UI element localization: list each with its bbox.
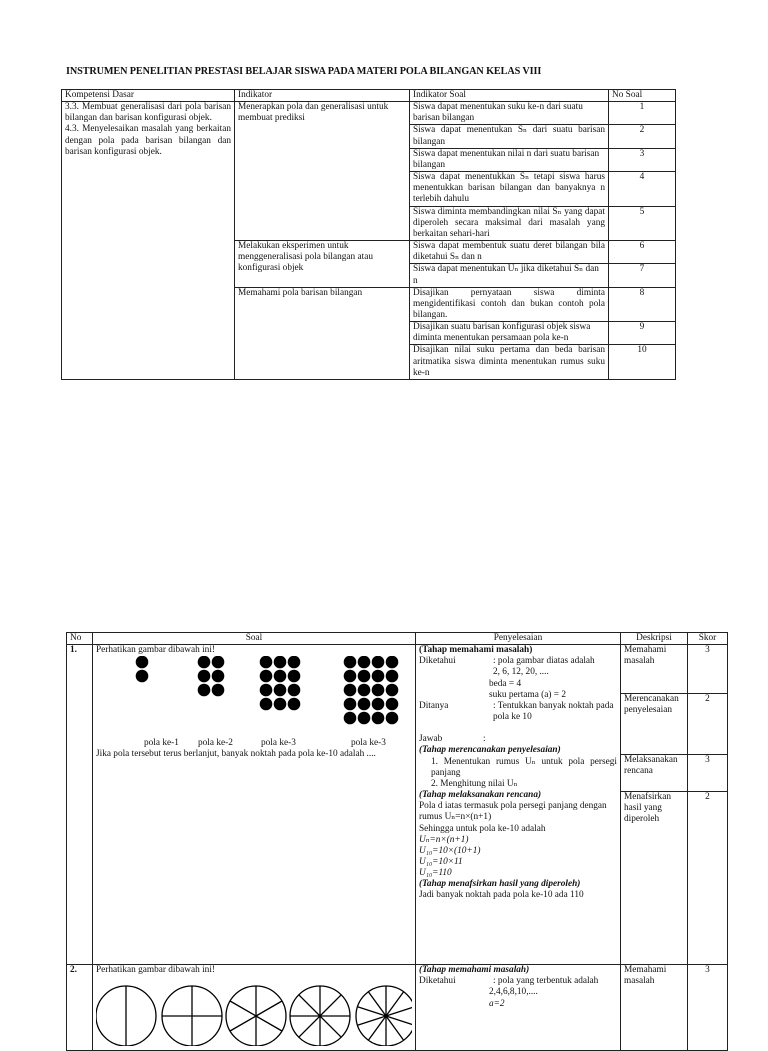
dot [288,670,301,683]
indikator-2: Melakukan eksperimen untuk menggeneralisasi pola bilangan atau konfigurasi objek [235,241,410,288]
table-header-row [62,90,676,102]
skor-1: 3 [688,645,728,694]
no-soal-2: 2 [609,125,676,148]
caption-pola-1: pola ke-1 [144,738,179,749]
plan-step-1: 1. Menentukan rumus Uₙ untuk pola persegi panjang [431,756,617,778]
deskripsi-3: Melaksanakan rencana [621,755,688,792]
q2-a-value: a=2 [489,998,505,1009]
dot [136,670,149,683]
dot [358,698,371,711]
header-skor: Skor [688,633,728,645]
sector-line [357,1007,386,1016]
sector-line [320,995,341,1016]
sector-line [386,1016,404,1040]
sector-line [299,1016,320,1037]
plan-step-2: 2. Menghitung nilai Uₙ [431,778,518,789]
dot-pattern-3 [260,656,301,710]
dot [344,670,357,683]
indikator-soal-10: Disajikan nilai suku pertama dan beda barisan aritmatika siswa diminta menentukan rumus suku ke-n [410,345,609,379]
header-indikator-soal: Indikator Soal [410,90,609,102]
equation-2: U₁₀=10×(10+1) [419,845,481,856]
sector-line [230,1001,256,1016]
dot [198,656,211,668]
circle-pattern-5 [356,986,412,1046]
indikator-1: Menerapkan pola dan generalisasi untuk membuat prediksi [235,102,410,241]
dot [386,684,399,697]
solution-1-cell [416,645,621,965]
no-soal-6: 6 [609,241,676,264]
no-soal-9: 9 [609,322,676,345]
dot [386,656,399,668]
equation-4: U₁₀=110 [419,868,452,879]
no-soal-7: 7 [609,264,676,287]
indikator-soal-5: Siswa diminta membandingkan nilai Sₙ yang dapat diperoleh secara maksimal dari masalah yang berkaitan sehari-hari [410,206,609,240]
circle-pattern-4 [290,986,350,1046]
dot-pattern-1 [136,656,149,682]
jawab-value: : [483,734,486,745]
question-number-1: 1. [67,645,93,965]
dot [288,656,301,668]
table-row [67,645,728,694]
header-soal: Soal [93,633,416,645]
q2-skor-1: 3 [688,965,728,1051]
dot [372,684,385,697]
dot [260,698,273,711]
dot [288,684,301,697]
header-penyelesaian: Penyelesaian [416,633,621,645]
jawab-label: Jawab [419,734,443,745]
dot [274,698,287,711]
instrument-table [61,89,676,380]
beda-value: beda = 4 [489,678,522,689]
sector-line [368,1016,386,1040]
deskripsi-2: Merencanakan penyelesaian [621,694,688,755]
dot [212,656,225,668]
header-no: No [67,633,93,645]
indikator-soal-8: Disajikan pernyataan siswa diminta mengidentifikasi contoh dan bukan contoh pola bilangan. [410,287,609,321]
kompetensi-dasar-cell [62,102,235,380]
sector-line [299,995,320,1016]
conclusion-text: Jadi banyak noktah pada pola ke-10 ada 110 [419,890,584,901]
circle-pattern-1 [96,986,156,1046]
pattern-captions [96,738,412,749]
caption-pola-3: pola ke-3 [261,738,296,749]
indikator-soal-4: Siswa dapat menentukkan Sₙ tetapi siswa harus menentukkan barisan bilangan dan banyaknya n terlebih dahulu [410,172,609,206]
dot [386,670,399,683]
q2-step-heading-memahami: (Tahap memahami masalah) [419,965,530,976]
ditanya-value: : Tentukkan banyak noktah pada pola ke 10 [493,700,614,723]
rubric-table [66,632,728,1051]
dot [372,670,385,683]
table-row [62,102,676,125]
question-1-prompt: Perhatikan gambar dibawah ini! [96,645,216,656]
no-soal-3: 3 [609,148,676,171]
step-heading-memahami: (Tahap memahami masalah) [419,645,533,656]
dot [136,656,149,668]
q2-diketahui-value: : pola yang terbentuk adalah [493,976,599,987]
table-row [67,965,728,1051]
dot [260,670,273,683]
dot [344,712,357,725]
skor-3: 3 [688,755,728,792]
execution-text-1: Pola d iatas termasuk pola persegi panjang dengan rumus Uₙ=n×(n+1) [419,801,607,823]
dot [212,670,225,683]
kd-4-3: 4.3. Menyelesaikan masalah yang berkaitan dengan pola pada barisan bilangan dan barisan konfigurasi objek. [65,124,231,157]
dot-pattern-2 [198,656,225,696]
sector-line [386,992,404,1016]
indikator-soal-7: Siswa dapat menentukan Uₙ jika diketahui Sₙ dan n [410,264,609,287]
question-1-text: Jika pola tersebut terus berlanjut, banyak noktah pada pola ke-10 adalah .... [96,749,376,760]
dot [274,656,287,668]
document-title: INSTRUMEN PENELITIAN PRESTASI BELAJAR SISWA PADA MATERI POLA BILANGAN KELAS VIII [66,66,542,77]
dot [386,698,399,711]
sector-line [320,1016,341,1037]
dot [358,684,371,697]
sector-line [256,1001,282,1016]
dot [288,698,301,711]
indikator-soal-3: Siswa dapat menentukan nilai n dari suatu barisan bilangan [410,148,609,171]
skor-4: 2 [688,792,728,965]
dot [344,684,357,697]
dot [372,698,385,711]
header-deskripsi: Deskripsi [621,633,688,645]
no-soal-4: 4 [609,172,676,206]
equation-1: Uₙ=n×(n+1) [419,834,469,845]
dot [212,684,225,697]
indikator-soal-2: Siswa dapat menentukan Sₙ dari suatu barisan bilangan [410,125,609,148]
circle-pattern-2 [162,986,222,1046]
question-2-cell [93,965,416,1051]
dot [372,712,385,725]
step-heading-merencanakan: (Tahap merencanakan penyelesaian) [419,745,561,756]
step-heading-melaksanakan: (Tahap melaksanakan rencana) [419,790,542,801]
indikator-soal-1: Siswa dapat menentukan suku ke-n dari suatu barisan bilangan [410,102,609,125]
dot [372,656,385,668]
ditanya-label: Ditanya [419,700,449,711]
circle-pattern-3 [226,986,286,1046]
deskripsi-4: Menafsirkan hasil yang diperoleh [621,792,688,965]
caption-pola-2: pola ke-2 [198,738,233,749]
q2-deskripsi-1: Memahami masalah [621,965,688,1051]
kd-3-3: 3.3. Membuat generalisasi dari pola barisan bilangan dan barisan konfigurasi objek. [65,102,231,124]
execution-text-2: Sehingga untuk pola ke-10 adalah [419,823,546,834]
no-soal-1: 1 [609,102,676,125]
question-2-prompt: Perhatikan gambar dibawah ini! [96,965,216,976]
indikator-3: Memahami pola barisan bilangan [235,287,410,379]
dot [358,656,371,668]
dot [260,656,273,668]
dot [344,698,357,711]
question-number-2: 2. [67,965,93,1051]
solution-2-cell [416,965,621,1051]
question-1-cell [93,645,416,965]
dot-pattern-4 [344,656,399,724]
q2-diketahui-label: Diketahui [419,976,456,987]
deskripsi-1: Memahami masalah [621,645,688,694]
dot [344,656,357,668]
dot [260,684,273,697]
dot [358,670,371,683]
header-kompetensi: Kompetensi Dasar [62,90,235,102]
suku-pertama-value: suku pertama (a) = 2 [489,689,567,700]
sector-line [357,1016,386,1025]
skor-2: 2 [688,694,728,755]
no-soal-5: 5 [609,206,676,240]
sector-line [368,992,386,1016]
header-no-soal: No Soal [609,90,676,102]
sequence-values: 2, 6, 12, 20, .... [493,667,549,678]
diketahui-label: Diketahui [419,656,456,667]
indikator-soal-6: Siswa dapat membentuk suatu deret bilangan bila diketahui Sₙ dan n [410,241,609,264]
no-soal-10: 10 [609,345,676,379]
equation-3: U₁₀=10×11 [419,856,463,867]
dot [386,712,399,725]
q2-sequence-values: 2,4,6,8,10,.... [489,987,538,998]
circle-pattern-figure [96,976,412,1046]
dot [274,684,287,697]
indikator-soal-9: Disajikan suatu barisan konfigurasi objek siswa diminta menentukan persamaan pola ke-n [410,322,609,345]
dot [274,670,287,683]
dot [358,712,371,725]
table-header-row [67,633,728,645]
header-indikator: Indikator [235,90,410,102]
diketahui-value: : pola gambar diatas adalah [493,656,595,667]
step-heading-menafsirkan: (Tahap menafsirkan hasil yang diperoleh) [419,879,581,890]
dot-pattern-figure [96,656,412,734]
no-soal-8: 8 [609,287,676,321]
caption-pola-4: pola ke-3 [351,738,386,749]
dot [198,670,211,683]
dot [198,684,211,697]
